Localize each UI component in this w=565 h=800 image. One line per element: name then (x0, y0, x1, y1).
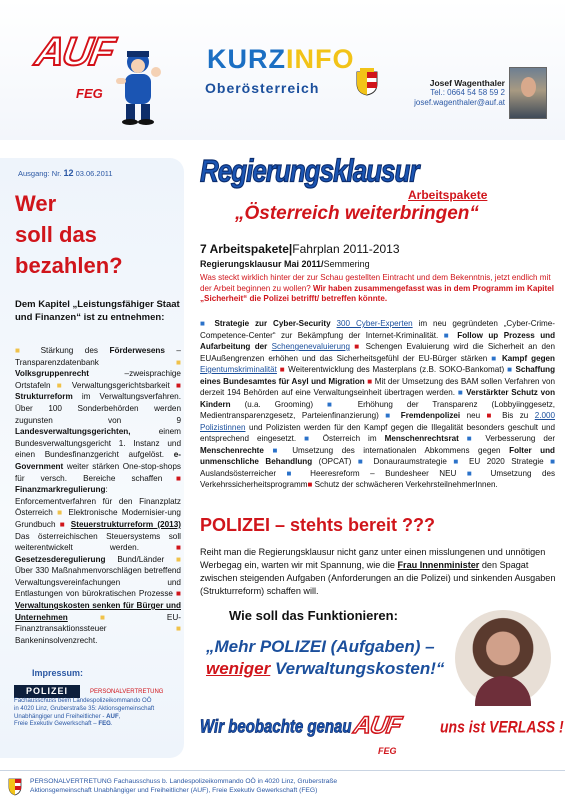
upper-austria-crest-icon (356, 68, 378, 96)
footer-text (30, 777, 337, 795)
title-part1: KURZ (207, 44, 286, 74)
headline: Regierungsklausur (200, 152, 419, 189)
slogan-right: uns ist VERLASS ! (440, 717, 564, 737)
issue-number: 12 (63, 168, 74, 178)
contact-photo (509, 67, 547, 119)
contact-email[interactable]: josef.wagenthaler@auf.at (414, 98, 505, 107)
issue-info (18, 168, 113, 178)
mascot-icon (108, 48, 164, 126)
demand-quote: „Mehr POLIZEI (Aufgaben) – weniger Verwaltungskosten!“ (206, 637, 445, 678)
footer-line: PERSONALVERTRETUNG Fachausschuss b. Landespolizeikommando OÖ in 4020 Linz, Gruberstraße (30, 778, 338, 785)
chapter-intro: Dem Kapitel „Leistungsfähiger Staat und Finanzen“ ist zu entnehmen: (15, 299, 180, 323)
intro-text: Was steckt wirklich hinter der zur Schau gestellten Eintracht und dem Bekenntnis, jetzt endlich mit der Arbeit beginnen zu wollen? Wir haben zusammengefasst was in dem Programm im Kapitel „Sicherheit“ die Polizei betrifft/ betreffen könnte. (200, 273, 554, 303)
issue-label: Ausgang: Nr. (18, 169, 62, 178)
contact-name: Josef Wagenthaler (429, 78, 505, 88)
small-logo-sub: FEG (378, 746, 397, 756)
minister-photo (455, 610, 551, 706)
section-subheading: Regierungsklausur Mai 2011/Semmering (200, 259, 370, 269)
region-subtitle: Oberösterreich (205, 80, 320, 96)
page-title (207, 44, 355, 75)
auf-logo-small (352, 710, 416, 762)
section-heading: 7 Arbeitspakete|Fahrplan 2011-2013 (200, 242, 400, 256)
logo-text: AUF (32, 30, 117, 74)
left-question (15, 188, 175, 281)
question-line: Wer (15, 191, 57, 216)
question-line: bezahlen? (15, 253, 123, 278)
footer-line: Aktionsgemeinschaft Unabhängiger und Freiheitlicher (AUF), Freie Exekutiv Gewerkschaft (FEG) (30, 787, 318, 794)
impressum-text: Fachausschuss beim Landespolizeikommando OÖ in 4020 Linz, Gruberstraße 35: Aktionsgemeinschaft Unabhängiger und Freiheitlicher - AUF, Freie Exekutiv Gewerkschaft – FEG. (14, 697, 155, 728)
contact-tel: Tel.: 0664 54 58 59 2 (430, 88, 505, 97)
right-body-text: ■ Strategie zur Cyber-Security 300 Cyber-Experten im neu gegründeten „Cyber-Crime-Competence-Center“ zur Bekämpfung der Internet-Kriminalität. ■ Follow up Prozess und Aufarbeitung der Schengenevaluierung ■ Schengen Evaluierung wird die Sicherheit an den EUAußengrenzen erhöhen und das Sicherheitsgefühl der EU-Bürger stärken ■ Kampf gegen Eigentumskriminalität ■ Weiterentwicklung des Masterplans (z.B. SOKO-Bankomat) ■ Schaffung eines Bundesamtes für Asyl und Migration ■ Mit der Umsetzung des BAM sollen Verfahren von derzeit 194 Behörden auf eine Verwaltungseinheit übertragen werden. ■ Verstärkter Schutz von Kindern (u.a. Grooming) ■ Erhöhung der Transparenz (Lobbyiinggesetz, Medientransparenzgesetz, Parteienfinanzierung) ■ Fremdenpolizei neu ■ Bis zu 2.000 Polizistinnen und Polizisten werden für den Kampf gegen die Illegalität besonders geschult und entsprechend eingesetzt. ■ Österreich im Menschenrechtsrat ■ Verbesserung der Menschenrechte ■ Umsetzung des internationalen Abkommens gegen Folter und unmenschliche Behandlung (OPCAT) ■ Donauraumstrategie ■ EU 2020 Strategie ■ Auslandsösterreicher ■ Heeresreform – Bundesheer NEU ■ Umsetzung des Verkehrssicherheitsprogramm■ Schutz der schwächeren VerkehrsteilnehmerInnen. (200, 319, 556, 489)
small-logo-text: AUF (351, 712, 403, 739)
question-heading: Wie soll das Funktionieren: (229, 608, 398, 623)
headline-side: Arbeitspakete (408, 188, 488, 202)
page-header (0, 0, 565, 140)
issue-date: 03.06.2011 (75, 169, 113, 178)
polizei-heading: POLIZEI – stehts bereit ??? (200, 515, 436, 535)
question-line: soll das (15, 222, 97, 247)
contact-block (414, 78, 505, 108)
pv-label: PERSONALVERTRETUNG (90, 689, 164, 695)
polizei-badge: POLIZEI (14, 685, 80, 698)
title-part2: INFO (286, 44, 355, 74)
left-body-text: ■ Stärkung des Förderwesens – Transparenzdatenbank ■ Volksgruppenrecht –zweisprachige Ortstafeln ■ Verwaltungsgerichtsbarkeit ■ Strukturreform im Verwaltungsverfahren. Über 100 Sonderbehörden werden zugunsten von 9 Landesverwaltungsgerichten, einem Bundesverwaltungsgericht 1. Instanz und einen Bundesfinanzgericht aufgelöst. e-Government weiter stärken One-stop-shops für versch. Bereiche schaffen■ Finanzmarkregulierung: Enforcementverfahren für den Finanzplatz Österreich ■ Elektronische Modernisier-ung Grundbuch ■ Steuerstrukturreform (2013) Das österreichischen Steuersystems soll weiterentwickelt werden. ■ Gesetzesderegulierung Bund/Länder ■ Über 330 Maßnahmenvorschlägen betreffend Verwaltungsvereinfachungen und Entlastungen von bürokratischen Prozesse ■ Verwaltungskosten senken für Bürger und Unternehmen ■ EU-Finanztransaktionssteuer ■ Bankeninsolvenzrecht. (15, 346, 182, 645)
slogan-left: Wir beobachte genau (200, 717, 352, 738)
polizei-text: Reiht man die Regierungsklausur nicht ganz unter einen misslungenen und unnötigen Werbegag ein, warten wir mit Spannung, wie die Frau Innenminister den Spagat zwischen steigenden Aufgaben (Anforderungen an die Polizei) und sinkenden Ausgaben (Strukturreform) schaffen will. (200, 547, 556, 596)
logo-sub: FEG (76, 86, 103, 101)
footer-crest-icon (8, 776, 22, 796)
impressum-title: Impressum: (32, 668, 84, 678)
quote-title: „Österreich weiterbringen“ (235, 203, 479, 224)
